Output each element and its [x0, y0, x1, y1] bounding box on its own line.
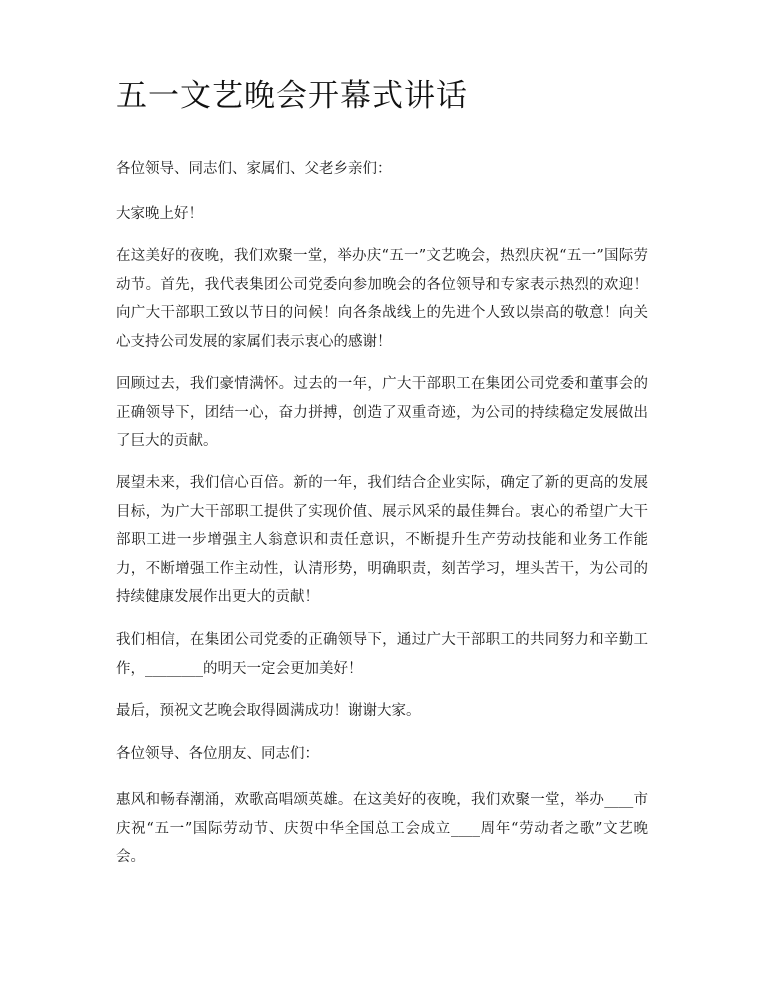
paragraph-salutation: 各位领导、同志们、家属们、父老乡亲们：: [116, 161, 392, 177]
paragraph-opening-2: 惠风和畅春潮涌，欢歌高唱颂英雄。在这美好的夜晚，我们欢聚一堂，举办____市庆祝“五一”国际劳动节、庆贺中华全国总工会成立____周年“劳动者之歌”文艺晚会。: [116, 792, 648, 865]
document-title: 五一文艺晚会开幕式讲话: [116, 78, 468, 114]
paragraph-review: 回顾过去，我们豪情满怀。过去的一年，广大干部职工在集团公司党委和董事会的正确领导下，团结一心，奋力拼搏，创造了双重奇迹，为公司的持续稳定发展做出了巨大的贡献。: [116, 376, 648, 449]
paragraph-salutation-2: 各位领导、各位朋友、同志们：: [116, 746, 319, 762]
paragraph-welcome: 在这美好的夜晚，我们欢聚一堂，举办庆“五一”文艺晚会，热烈庆祝“五一”国际劳动节。首先，我代表集团公司党委向参加晚会的各位领导和专家表示热烈的欢迎！向广大干部职工致以节日的问候！向各条战线上的先进个人致以崇高的敬意！向关心支持公司发展的家属们表示衷心的感谢！: [116, 248, 648, 350]
paragraph-greeting: 大家晚上好！: [116, 206, 203, 222]
paragraph-closing: 最后，预祝文艺晚会取得圆满成功！谢谢大家。: [116, 703, 421, 719]
paragraph-confidence: 我们相信，在集团公司党委的正确领导下，通过广大干部职工的共同努力和辛勤工作，________的明天一定会更加美好！: [116, 632, 648, 677]
paragraph-outlook: 展望未来，我们信心百倍。新的一年，我们结合企业实际，确定了新的更高的发展目标，为广大干部职工提供了实现价值、展示风采的最佳舞台。衷心的希望广大干部职工进一步增强主人翁意识和责任意识，不断提升生产劳动技能和业务工作能力，不断增强工作主动性，认清形势，明确职责，刻苦学习，埋头苦干，为公司的持续健康发展作出更大的贡献！: [116, 475, 648, 605]
